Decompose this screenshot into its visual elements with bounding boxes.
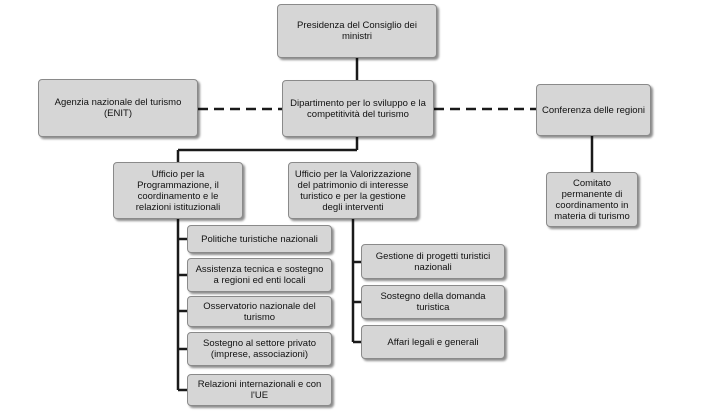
programming-office-box: Ufficio per la Programmazione, il coordinamento e le relazioni istituzionali [113,162,243,219]
programming-unit-1: Politiche turistiche nazionali [187,225,332,253]
committee-box: Comitato permanente di coordinamento in materia di turismo [546,172,638,227]
valorisation-unit-3: Affari legali e generali [361,325,505,359]
valorisation-unit-2: Sostegno della domanda turistica [361,285,505,319]
conference-box: Conferenza delle regioni [536,84,651,136]
department-box: Dipartimento per lo sviluppo e la competitività del turismo [282,80,434,137]
presidency-box: Presidenza del Consiglio dei ministri [277,4,437,58]
valorisation-unit-1: Gestione di progetti turistici nazionali [361,244,505,279]
valorisation-office-box: Ufficio per la Valorizzazione del patrimonio di interesse turistico e per la gestione degli interventi [288,162,418,219]
enit-box: Agenzia nazionale del turismo (ENIT) [38,79,198,137]
programming-unit-2: Assistenza tecnica e sostegno a regioni ed enti locali [187,258,332,292]
programming-unit-5: Relazioni internazionali e con l'UE [187,374,332,406]
programming-unit-4: Sostegno al settore privato (imprese, associazioni) [187,332,332,366]
programming-unit-3: Osservatorio nazionale del turismo [187,296,332,327]
